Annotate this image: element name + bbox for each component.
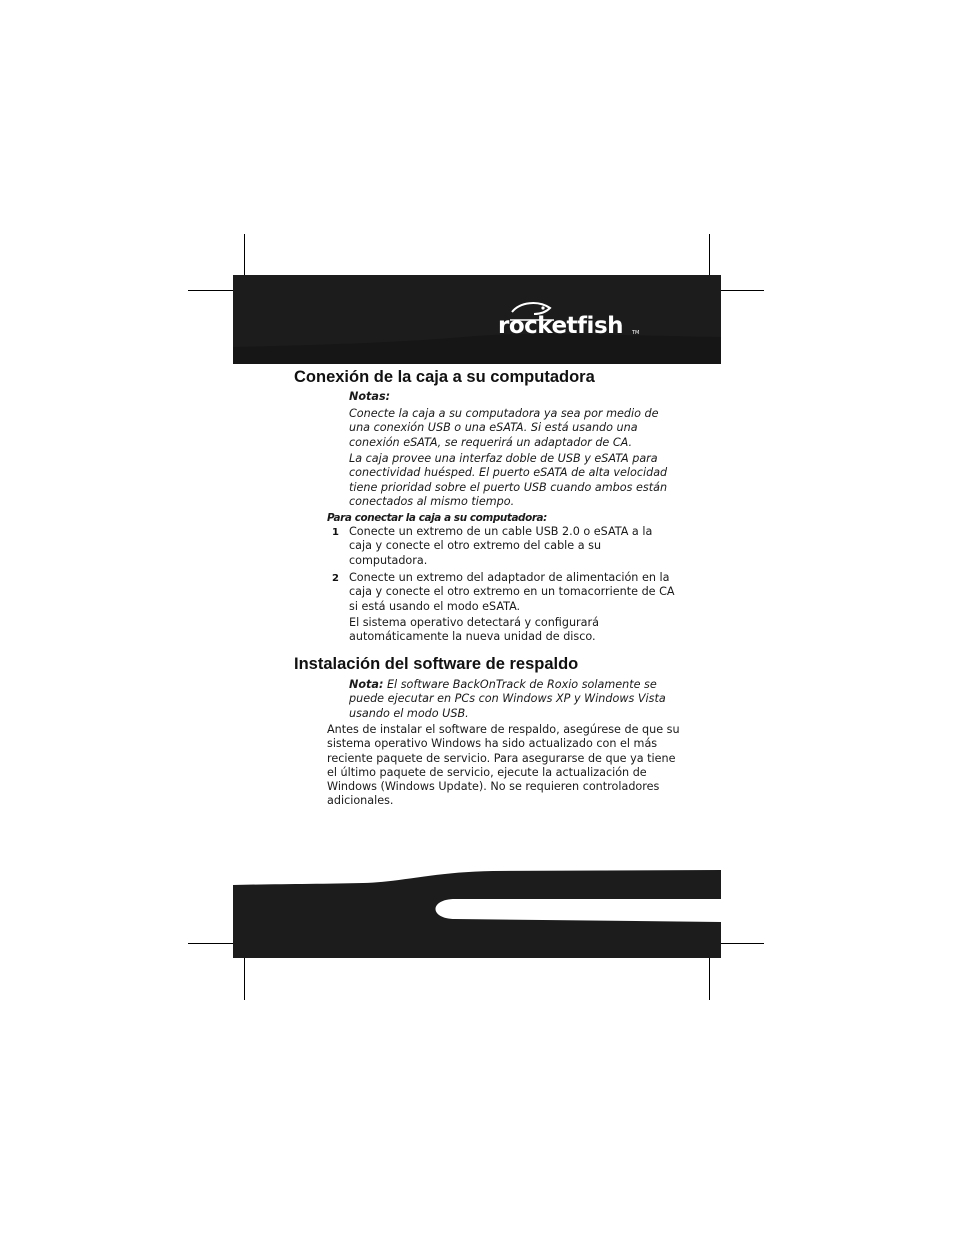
crop-mark-top-right-vertical bbox=[709, 234, 710, 275]
crop-mark-bottom-left-vertical bbox=[244, 958, 245, 1000]
step-1-text: Conecte un extremo de un cable USB 2.0 o eSATA a la caja y conecte el otro extremo del cable a su computadora. bbox=[349, 525, 653, 567]
backup-note-text: El software BackOnTrack de Roxio solamente se puede ejecutar en PCs con Windows XP y Windows Vista usando el modo USB. bbox=[349, 678, 666, 720]
section-title-backup-software: Instalación del software de respaldo bbox=[294, 655, 579, 673]
product-model: RF-AHD25 bbox=[559, 898, 640, 917]
after-steps-text: El sistema operativo detectará y configurará automáticamente la nueva unidad de disco. bbox=[349, 616, 599, 644]
page-number: 71 bbox=[653, 898, 672, 917]
header-band bbox=[233, 275, 721, 364]
backup-note-label: Nota: bbox=[349, 678, 384, 691]
procedure-heading: Para conectar la caja a su computadora: bbox=[327, 512, 547, 524]
crop-mark-bottom-right-vertical bbox=[709, 958, 710, 1000]
step-number-1: 1 bbox=[332, 527, 339, 538]
notes-label: Notas: bbox=[349, 390, 391, 403]
step-number-2: 2 bbox=[332, 573, 339, 584]
section-title-connection: Conexión de la caja a su computadora bbox=[294, 368, 595, 386]
step-2-text: Conecte un extremo del adaptador de alimentación en la caja y conecte el otro extremo en un tomacorriente de CA si está usando el modo eSATA. bbox=[349, 571, 675, 613]
brand-logo: rocketfish bbox=[498, 313, 624, 339]
backup-note bbox=[349, 678, 669, 721]
brand-trademark: TM bbox=[632, 330, 640, 336]
backup-body-text: Antes de instalar el software de respaldo, asegúrese de que su sistema operativo Windows ha sido actualizado con el más reciente paquete de servicio. Para asegurarse de que ya tiene el último paquete de servicio, ejecute la actualización de Windows (Windows Update). No se requieren controladores adicionales. bbox=[327, 723, 680, 808]
note-2: La caja provee una interfaz doble de USB y eSATA para conectividad huésped. El puerto eSATA de alta velocidad tiene prioridad sobre el puerto USB cuando ambos están conectados al mismo tiempo. bbox=[349, 452, 668, 508]
crop-mark-bottom-right-horizontal bbox=[721, 943, 764, 944]
crop-mark-top-left-vertical bbox=[244, 234, 245, 275]
note-1: Conecte la caja a su computadora ya sea por medio de una conexión USB o una eSATA. Si está usando una conexión eSATA, se requerirá un adaptador de CA. bbox=[349, 407, 659, 449]
crop-mark-top-left-horizontal bbox=[188, 290, 233, 291]
crop-mark-top-right-horizontal bbox=[721, 290, 764, 291]
crop-mark-bottom-left-horizontal bbox=[188, 943, 233, 944]
footer-band bbox=[233, 870, 721, 958]
